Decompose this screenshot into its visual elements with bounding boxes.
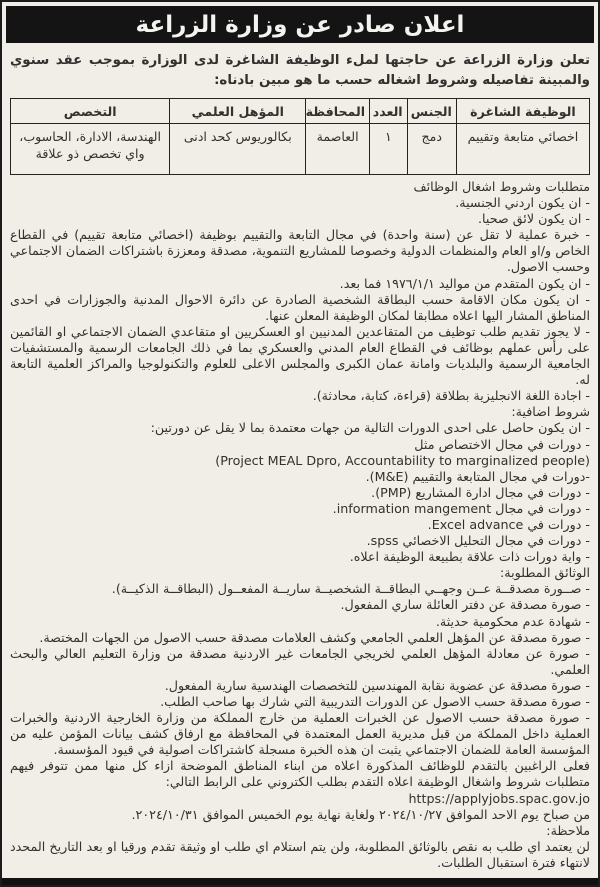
document-item: - شهادة عدم محكومية حديثة. bbox=[435, 613, 590, 629]
closing-paragraph: فعلى الراغبين بالتقدم للوظائف المذكورة اعلاه من ابناء المناطق الموضحة ازاء كل منها ممن تتوفر فيهم متطلبات شروط واشغال الوظيفة اعلاه التقدم بطلب الكتروني على الرابط التالي: bbox=[10, 758, 590, 790]
bottom-border-strip bbox=[2, 878, 598, 885]
additional-item: - دورات في مجال الاختصاص مثل bbox=[414, 436, 590, 452]
vacancy-table-row bbox=[11, 124, 590, 175]
cell-gender: دمج bbox=[407, 124, 456, 175]
document-item: - صــورة مصدقــة عــن وجهــي البطاقــة الشخصيــة ساريــة المفعــول (البطاقــة الذكيــة). bbox=[111, 581, 590, 597]
cell-qualification: بكالوريوس كحد ادنى bbox=[170, 124, 306, 175]
additional-item: - دورات في Excel advance. bbox=[427, 516, 590, 532]
note-text: لن يعتمد اي طلب به نقص بالوثائق المطلوبة، ولن يتم استلام اي طلب او وثيقة تقدم ورقيا او بعد التاريخ المحدد لانتهاء فترة استقبال الطلبات. bbox=[10, 838, 590, 870]
requirement-item: - خبرة عملية لا تقل عن (سنة واحدة) في مجال التابعة والتقييم بوظيفة (اخصائي متابعة تقييم) في القطاع الخاص و/او العام والمنظمات الدولية وخصوصا للمشاريع التنموية، مصدقة ومعززة باشتراكات الضمان الاجتماعي وحسب الاصول. bbox=[10, 227, 590, 275]
application-url: https://applyjobs.spac.gov.jo bbox=[408, 790, 590, 806]
column-header-gender: الجنس bbox=[407, 99, 456, 124]
intro-paragraph: تعلن وزارة الزراعة عن حاجتها لملء الوظيفة الشاغرة لدى الوزارة بموجب عقد سنوي والمبينة تفاصيله وشروط اشغاله حسب ما هو مبين بادناه: bbox=[10, 53, 590, 88]
requirement-item: - لا يجوز تقديم طلب توظيف من المتقاعدين المدنيين او العسكريين او متقاعدي الضمان الاجتماعي او القائمين على رأس عملهم بوظائف في القطاع العام المدني والعسكري بما في ذلك الجامعات الرسمية والمستشفيات الجامعية الرسمية والبلديات وامانة عمان الكبرى والمجلس الاعلى للعلوم والتكنولوجيا والمراكز العلمية التابعة له. bbox=[10, 323, 590, 388]
additional-item: - ان يكون حاصل على احدى الدورات التالية من جهات معتمدة بما لا يقل عن دورتين: bbox=[150, 420, 590, 436]
additional-item: - دورات في مجال information mangement. bbox=[332, 500, 590, 516]
conditions-body bbox=[10, 179, 590, 871]
announcement-title-bar bbox=[6, 6, 594, 43]
requirement-item: - ان يكون لائق صحيا. bbox=[477, 211, 590, 227]
additional-item: - دورات في مجال ادارة المشاريع (PMP). bbox=[371, 484, 590, 500]
column-header-specialization: التخصص bbox=[11, 99, 170, 124]
cell-count: ١ bbox=[370, 124, 408, 175]
document-item: - صورة مصدقة عن دفتر العائلة ساري المفعول. bbox=[340, 597, 590, 613]
vacancy-table-header-row bbox=[11, 99, 590, 124]
announcement-title: اعلان صادر عن وزارة الزراعة bbox=[135, 11, 465, 38]
additional-item: - واية دورات ذات علاقة بطبيعة الوظيفة اعلاه. bbox=[349, 549, 590, 565]
additional-item: -دورات في مجال المتابعة والتقييم (M&E). bbox=[365, 468, 590, 484]
cell-specialization: الهندسة، الادارة، الحاسوب، واي تخصص ذو علاقة bbox=[11, 124, 170, 175]
document-item: - صورة مصدقة حسب الاصول عن الدورات التدريبية التي شارك بها صاحب الطلب. bbox=[160, 694, 590, 709]
additional-section-title: شروط اضافية: bbox=[511, 404, 590, 420]
document-item: - صورة عن معادلة المؤهل العلمي لخريجي الجامعات غير الاردنية مصدقة من وزارة التعليم العالي والبحث العلمي. bbox=[10, 645, 590, 677]
cell-vacant-position: اخصائي متابعة وتقييم bbox=[456, 124, 589, 175]
column-header-governorate: المحافظة bbox=[306, 99, 370, 124]
requirement-item: - ان يكون اردني الجنسية. bbox=[455, 195, 590, 211]
documents-section-title: الوثائق المطلوبة: bbox=[500, 565, 590, 581]
vacancy-table bbox=[10, 98, 590, 175]
note-title: ملاحظة: bbox=[546, 822, 590, 838]
column-header-qualification: المؤهل العلمي bbox=[170, 99, 306, 124]
application-period: من صباح يوم الاحد الموافق ٢٠٢٤/١٠/٢٧ ولغاية نهاية يوم الخميس الموافق ٢٠٢٤/١٠/٣١. bbox=[131, 806, 590, 822]
document-item: - صورة مصدقة حسب الاصول عن الخبرات العملية من خارج المملكة من وزارة الخارجية الاردنية والخبرات العملية داخل المملكة من قبل مديرية العمل المعتمدة في المحافظة مع ارفاق كشف بيانات المؤمن عليه من المؤسسة العامة للضمان الاجتماعي يثبت ان هذه الخبرة مسجلة كاشتراكات اصولية في قيود المؤسسة. bbox=[10, 710, 590, 758]
announcement-content bbox=[2, 43, 598, 887]
requirement-item: - ان يكون مكان الاقامة حسب البطاقة الشخصية الصادرة عن دائرة الاحوال المدنية والجوزارات في احدى المناطق المشار اليها اعلاه مطابقا لمكان الوظيفة المعلن عنها. bbox=[10, 291, 590, 323]
additional-item-course-names: (Project MEAL Dpro, Accountability to marginalized people) bbox=[215, 452, 590, 468]
requirements-section-title: متطلبات وشروط اشغال الوظائف bbox=[413, 179, 590, 194]
document-item: - صورة مصدقة عن عضوية نقابة المهندسين للتخصصات الهندسية سارية المفعول. bbox=[164, 677, 590, 693]
requirement-item: - ان يكون المتقدم من مواليد ١٩٧٦/١/١ فما بعد. bbox=[339, 275, 590, 291]
additional-item: - دورات في مجال التحليل الاخصائي spss. bbox=[366, 533, 590, 549]
document-item: - صورة مصدقة عن المؤهل العلمي الجامعي وكشف العلامات مصدقة حسب الاصول من الجهات المختصة. bbox=[39, 629, 590, 645]
column-header-vacant-position: الوظيفة الشاغرة bbox=[456, 99, 589, 124]
column-header-count: العدد bbox=[370, 99, 408, 124]
requirement-item: - اجادة اللغة الانجليزية بطلاقة (قراءة، كتابة، محادثة). bbox=[312, 388, 590, 404]
cell-governorate: العاصمة bbox=[306, 124, 370, 175]
